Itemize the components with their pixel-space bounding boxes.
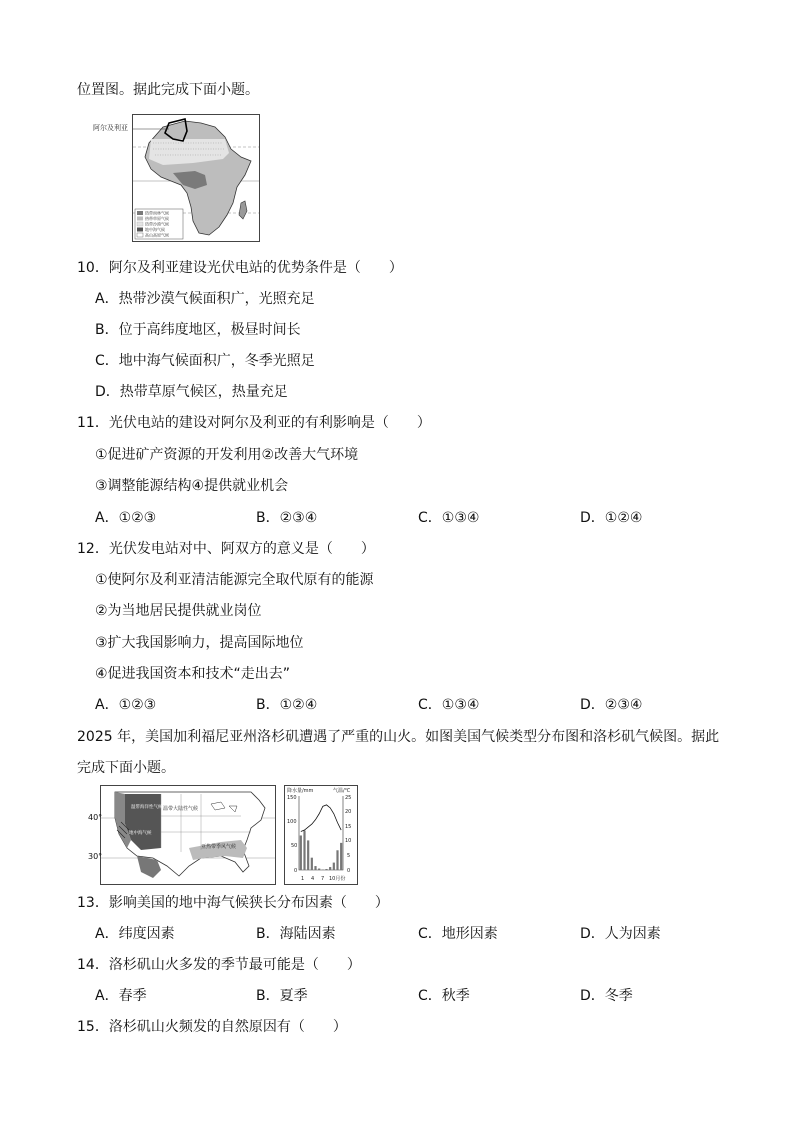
precipitation-bar xyxy=(314,866,316,870)
q12-statement: ③扩大我国影响力，提高国际地位 xyxy=(95,635,304,651)
q12-option-b[interactable]: B．①②④ xyxy=(256,697,318,713)
q13-option-c[interactable]: C．地形因素 xyxy=(418,926,498,942)
region-label: 温带大陆性气候 xyxy=(163,806,199,812)
legend-item: 地中海气候 xyxy=(145,227,165,233)
la-climate-chart xyxy=(284,785,358,885)
precipitation-bar xyxy=(329,867,331,870)
africa-map xyxy=(132,114,260,242)
x-tick: 7 xyxy=(321,876,325,882)
x-tick: 1 xyxy=(301,876,305,882)
precipitation-bar xyxy=(333,863,335,870)
q12-option-a[interactable]: A．①②③ xyxy=(95,697,157,713)
q12-statement: ②为当地居民提供就业岗位 xyxy=(95,603,262,619)
q13-stem: 13．影响美国的地中海气候狭长分布因素（ ） xyxy=(77,895,389,911)
q12-statement: ①使阿尔及利亚清洁能源完全取代原有的能源 xyxy=(95,572,374,588)
region-label: 温带海洋性气候 xyxy=(131,805,163,810)
q13-option-a[interactable]: A．纬度因素 xyxy=(95,926,175,942)
right-tick: 5 xyxy=(347,853,351,859)
q13-option-d[interactable]: D．人为因素 xyxy=(580,926,661,942)
left-tick: 0 xyxy=(294,868,298,874)
q10-option-a[interactable]: A．热带沙漠气候面积广，光照充足 xyxy=(95,291,315,307)
q15-stem: 15．洛杉矶山火频发的自然原因有（ ） xyxy=(77,1019,347,1035)
precipitation-bar xyxy=(311,858,313,870)
intro-text: 完成下面小题。 xyxy=(77,760,175,776)
right-tick: 10 xyxy=(345,838,352,844)
q14-option-d[interactable]: D．冬季 xyxy=(580,988,633,1004)
q11-statement: ①促进矿产资源的开发利用②改善大气环境 xyxy=(95,447,359,463)
q11-statement: ③调整能源结构④提供就业机会 xyxy=(95,478,289,494)
left-tick: 50 xyxy=(291,843,298,849)
q11-stem: 11．光伏电站的建设对阿尔及利亚的有利影响是（ ） xyxy=(77,415,431,431)
q13-option-b[interactable]: B．海陆因素 xyxy=(256,926,336,942)
x-tick: 10月份 xyxy=(329,876,346,882)
q11-option-d[interactable]: D．①②④ xyxy=(580,510,643,526)
q11-option-c[interactable]: C．①③④ xyxy=(418,510,480,526)
q12-statement: ④促进我国资本和技术“走出去” xyxy=(95,666,291,682)
latitude-label: 30° xyxy=(88,852,103,861)
region-label: 地中海气候 xyxy=(129,831,152,836)
intro-text: 2025 年，美国加利福尼亚州洛杉矶遭遇了严重的山火。如图美国气候类型分布图和洛杉矶气候图。据此 xyxy=(77,729,720,745)
algeria-label: 阿尔及利亚 xyxy=(93,124,128,132)
q14-option-b[interactable]: B．夏季 xyxy=(256,988,308,1004)
q12-option-d[interactable]: D．②③④ xyxy=(580,697,643,713)
right-tick: 15 xyxy=(345,824,352,830)
legend-item: 热带雨林气候 xyxy=(145,210,169,216)
precipitation-bar xyxy=(307,840,309,870)
left-tick: 100 xyxy=(287,819,297,825)
usa-climate-map xyxy=(100,785,276,885)
region-label: 亚热带季风气候 xyxy=(201,844,237,850)
precipitation-bar xyxy=(318,869,320,870)
q12-stem: 12．光伏发电站对中、阿双方的意义是（ ） xyxy=(77,541,375,557)
precipitation-bar xyxy=(340,843,342,870)
q10-option-c[interactable]: C．地中海气候面积广，冬季光照足 xyxy=(95,353,315,369)
precipitation-bar xyxy=(336,850,338,870)
precipitation-bar xyxy=(303,831,305,870)
x-tick: 4 xyxy=(311,876,315,882)
right-tick: 25 xyxy=(345,795,352,801)
q14-option-a[interactable]: A．春季 xyxy=(95,988,147,1004)
legend-item: 热带沙漠气候 xyxy=(145,221,169,227)
intro-text: 位置图。据此完成下面小题。 xyxy=(77,82,259,98)
temp-axis-label: 气温/℃ xyxy=(333,788,351,794)
legend-item: 高山高原气候 xyxy=(145,232,169,238)
precipitation-bar xyxy=(300,835,302,870)
q10-option-d[interactable]: D．热带草原气候区，热量充足 xyxy=(95,384,288,400)
latitude-label: 40° xyxy=(88,813,103,822)
q14-stem: 14．洛杉矶山火多发的季节最可能是（ ） xyxy=(77,957,361,973)
precipitation-bar xyxy=(325,869,327,870)
right-tick: 20 xyxy=(345,809,352,815)
q11-option-a[interactable]: A．①②③ xyxy=(95,510,157,526)
legend-item: 热带草原气候 xyxy=(145,216,169,222)
left-tick: 150 xyxy=(287,795,297,801)
q14-option-c[interactable]: C．秋季 xyxy=(418,988,470,1004)
q12-option-c[interactable]: C．①③④ xyxy=(418,697,480,713)
q10-stem: 10．阿尔及利亚建设光伏电站的优势条件是（ ） xyxy=(77,260,403,276)
right-tick: 0 xyxy=(347,868,351,874)
precip-axis-label: 降水量/mm xyxy=(287,788,314,794)
q10-option-b[interactable]: B．位于高纬度地区，极昼时间长 xyxy=(95,322,301,338)
q11-option-b[interactable]: B．②③④ xyxy=(256,510,318,526)
